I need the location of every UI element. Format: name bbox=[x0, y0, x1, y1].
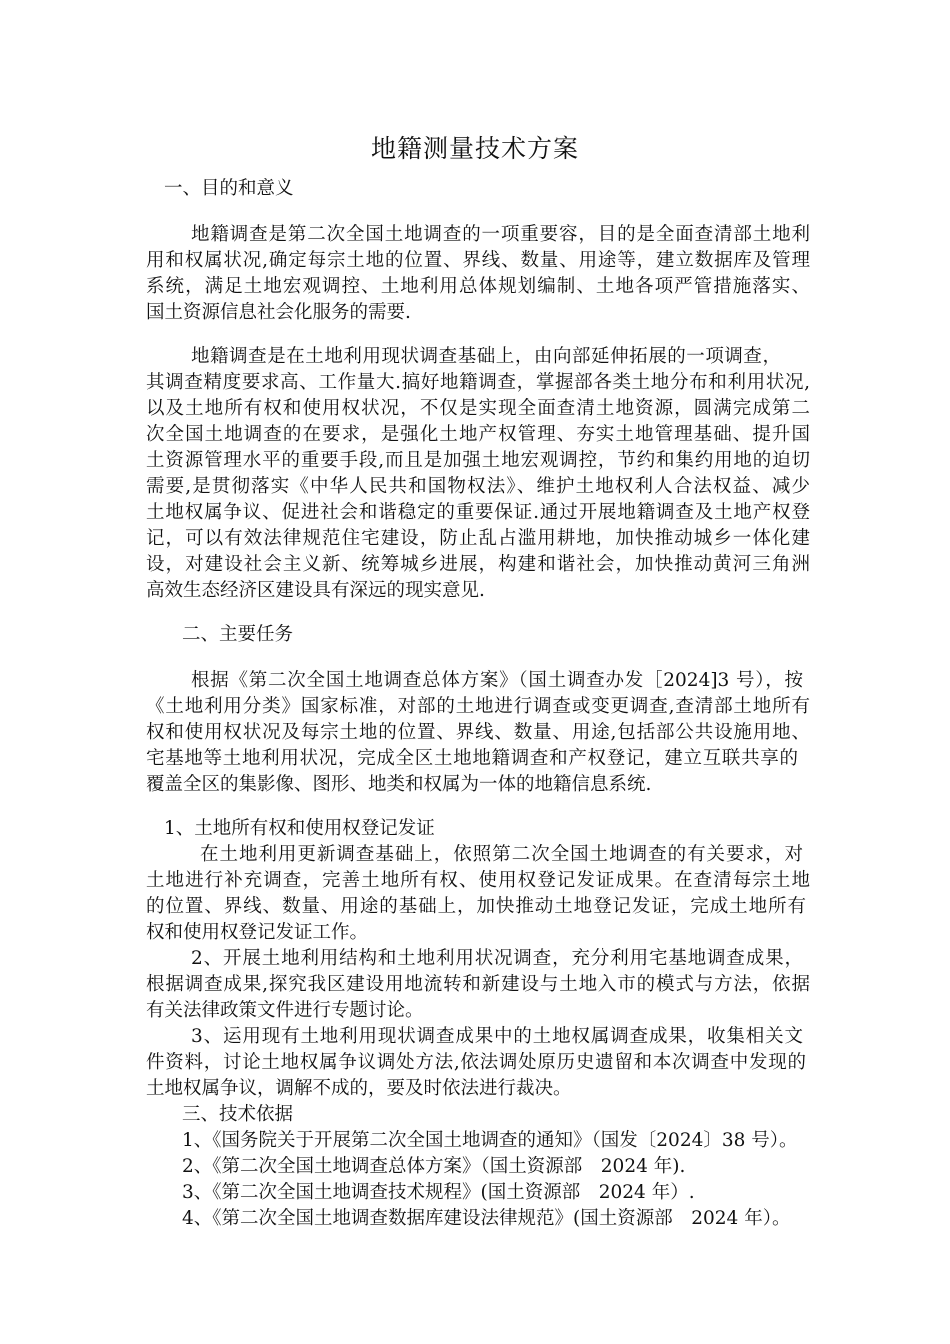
item-1-para-line: 的位置、界线、数量、用途的基础上，加快推动土地登记发证，完成土地所有 bbox=[146, 896, 806, 917]
reference-item: 4、《第二次全国土地调查数据库建设法律规范》(国土资源部 2024 年）。 bbox=[182, 1208, 791, 1229]
reference-item: 2、《第二次全国土地调查总体方案》（国土资源部 2024 年). bbox=[182, 1156, 686, 1177]
section-1-para-1-line: 系统，满足土地宏观调控、土地利用总体规划编制、土地各项严管措施落实、 bbox=[146, 276, 810, 297]
section-1-para-2-line: 以及土地所有权和使用权状况，不仅是实现全面查清土地资源，圆满完成第二 bbox=[146, 398, 810, 419]
section-2-para-1-line: 覆盖全区的集影像、图形、地类和权属为一体的地籍信息系统. bbox=[146, 774, 652, 795]
item-1-para-line: 土地进行补充调查，完善土地所有权、使用权登记发证成果。在查清每宗土地 bbox=[146, 870, 810, 891]
reference-item: 3、《第二次全国土地调查技术规程》(国土资源部 2024 年）. bbox=[182, 1182, 695, 1203]
section-1-para-1-line: 地籍调查是第二次全国土地调查的一项重要容，目的是全面查清部土地利 bbox=[191, 224, 810, 245]
section-1-para-2-line: 地籍调查是在土地利用现状调查基础上，由向部延伸拓展的一项调查， bbox=[191, 346, 781, 367]
item-3-para-line: 件资料，讨论土地权属争议调处方法,依法调处原历史遗留和本次调查中发现的 bbox=[146, 1052, 806, 1073]
section-1-heading: 一、目的和意义 bbox=[164, 178, 294, 199]
item-1-heading: 1、土地所有权和使用权登记发证 bbox=[164, 818, 435, 839]
item-2-para-line: 2、开展土地利用结构和土地利用状况调查，充分利用宅基地调查成果， bbox=[191, 948, 803, 969]
section-1-para-2-line: 需要,是贯彻落实《中华人民共和国物权法》、维护土地权利人合法权益、减少 bbox=[146, 476, 810, 497]
section-2-para-1-line: 《土地利用分类》国家标准，对部的土地进行调查或变更调查,查清部土地所有 bbox=[146, 696, 810, 717]
item-3-para-line: 土地权属争议，调解不成的，要及时依法进行裁决。 bbox=[146, 1078, 572, 1099]
document-title: 地籍测量技术方案 bbox=[370, 134, 579, 163]
section-2-para-1-line: 根据《第二次全国土地调查总体方案》（国土调查办发［2024]3 号），按 bbox=[191, 670, 803, 691]
section-1-para-2-line: 记，可以有效法律规范住宅建设，防止乱占滥用耕地，加快推动城乡一体化建 bbox=[146, 528, 810, 549]
item-2-para-line: 根据调查成果,探究我区建设用地流转和新建设与土地入市的模式与方法，依据 bbox=[146, 974, 810, 995]
section-1-para-2-line: 土地权属争议、促进社会和谐稳定的重要保证.通过开展地籍调查及土地产权登 bbox=[146, 502, 810, 523]
section-2-para-1-line: 宅基地等土地利用状况，完成全区土地地籍调查和产权登记，建立互联共享的 bbox=[146, 748, 798, 769]
item-2-para-line: 有关法律政策文件进行专题讨论。 bbox=[146, 1000, 424, 1021]
section-1-para-2-line: 设，对建设社会主义新、统筹城乡进展，构建和谐社会，加快推动黄河三角洲 bbox=[146, 554, 810, 575]
section-1-para-2-line: 次全国土地调查的在要求，是强化土地产权管理、夯实土地管理基础、提升国 bbox=[146, 424, 810, 445]
section-1-para-2-line: 高效生态经济区建设具有深远的现实意见. bbox=[146, 580, 485, 601]
section-2-heading: 二、主要任务 bbox=[182, 624, 294, 645]
section-1-para-2-line: 土资源管理水平的重要手段,而且是加强土地宏观调控，节约和集约用地的迫切 bbox=[146, 450, 810, 471]
section-1-para-1-line: 国土资源信息社会化服务的需要. bbox=[146, 302, 411, 323]
section-3-heading: 三、技术依据 bbox=[182, 1104, 294, 1125]
item-1-para-line: 权和使用权登记发证工作。 bbox=[146, 922, 369, 943]
section-1-para-1-line: 用和权属状况,确定每宗土地的位置、界线、数量、用途等，建立数据库及管理 bbox=[146, 250, 810, 271]
section-2-para-1-line: 权和使用权状况及每宗土地的位置、界线、数量、用途,包括部公共设施用地、 bbox=[146, 722, 810, 743]
item-3-para-line: 3、运用现有土地利用现状调查成果中的土地权属调查成果，收集相关文 bbox=[191, 1026, 803, 1047]
section-1-para-2-line: 其调查精度要求高、工作量大.搞好地籍调查，掌握部各类土地分布和利用状况, bbox=[146, 372, 810, 393]
reference-item: 1、《国务院关于开展第二次全国土地调查的通知》（国发〔2024〕38 号）。 bbox=[182, 1130, 798, 1151]
item-1-para-line: 在土地利用更新调查基础上，依照第二次全国土地调查的有关要求，对 bbox=[200, 844, 803, 865]
